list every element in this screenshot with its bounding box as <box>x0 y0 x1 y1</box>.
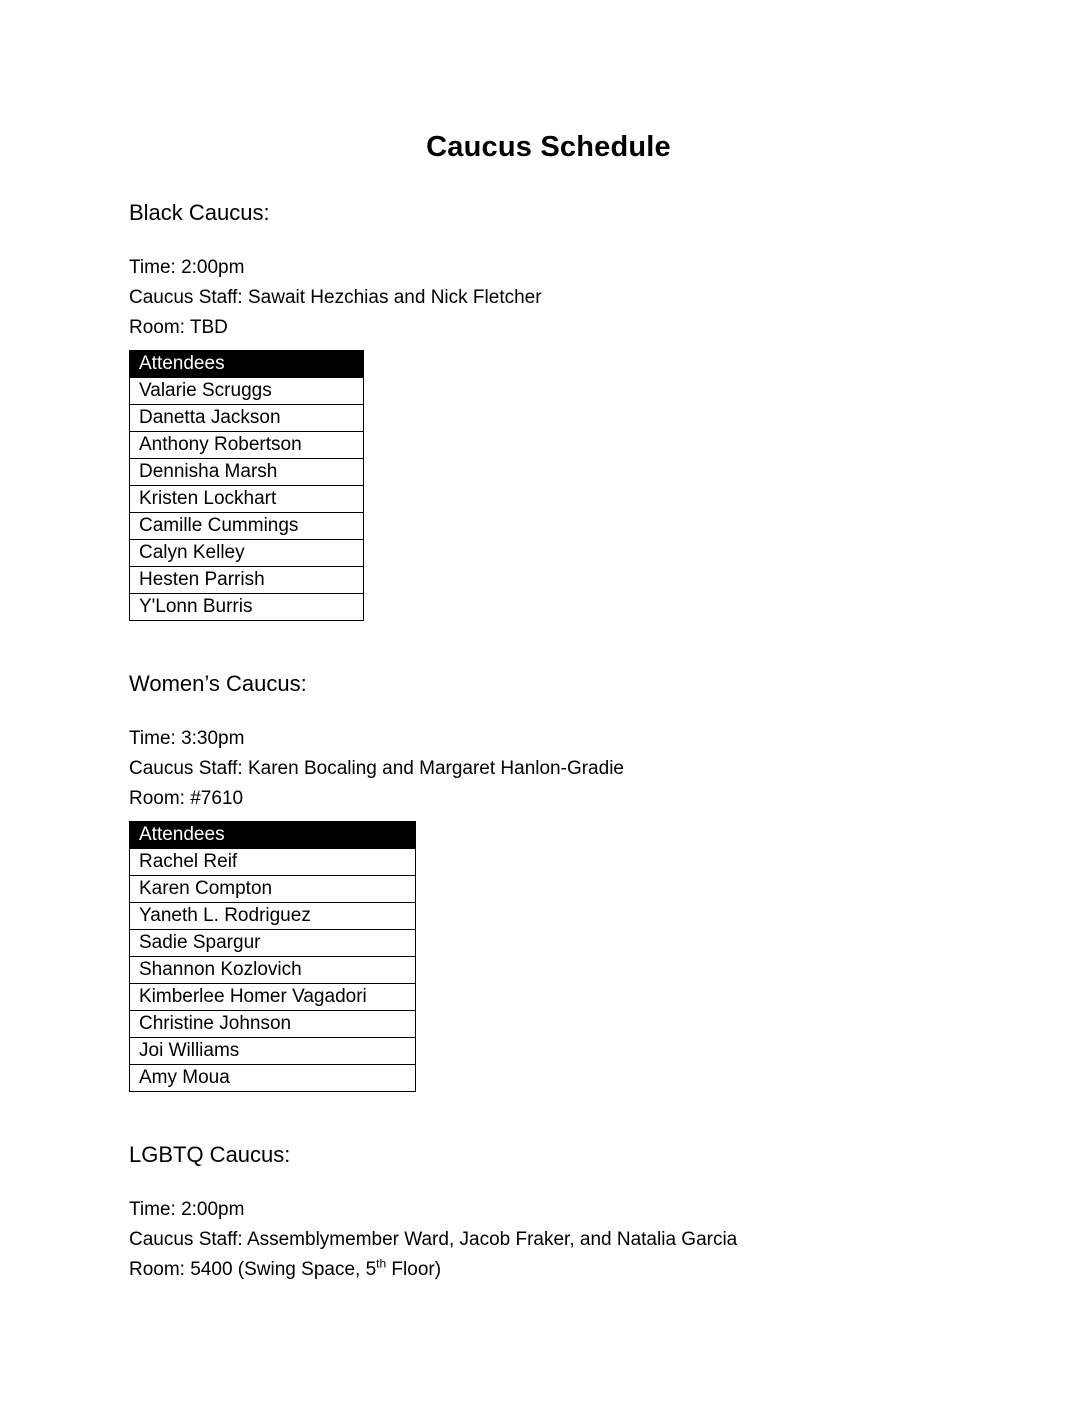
attendee-name-cell: Amy Moua <box>130 1065 416 1092</box>
room-ordinal-superscript: th <box>376 1256 387 1271</box>
table-row <box>130 405 364 432</box>
section-womens-caucus <box>129 671 968 1142</box>
spacer <box>129 1092 968 1142</box>
table-row <box>130 513 364 540</box>
attendee-name-cell: Kimberlee Homer Vagadori <box>130 984 416 1011</box>
section-heading-lgbtq-caucus: LGBTQ Caucus: <box>129 1142 291 1167</box>
staff-line: Caucus Staff: Sawait Hezchias and Nick Fletcher <box>129 287 542 308</box>
attendee-name-cell: Hesten Parrish <box>130 567 364 594</box>
section-lgbtq-caucus <box>129 1142 968 1285</box>
room-line: Room: TBD <box>129 317 228 338</box>
table-row <box>130 903 416 930</box>
table-row <box>130 930 416 957</box>
attendee-name-cell: Sadie Spargur <box>130 930 416 957</box>
table-row <box>130 849 416 876</box>
section-meta <box>129 1195 968 1285</box>
attendee-name-cell: Yaneth L. Rodriguez <box>130 903 416 930</box>
table-row <box>130 1011 416 1038</box>
time-line: Time: 2:00pm <box>129 257 245 278</box>
table-row <box>130 432 364 459</box>
section-heading-womens-caucus: Women’s Caucus: <box>129 671 307 696</box>
attendee-name-cell: Karen Compton <box>130 876 416 903</box>
attendees-body <box>130 849 416 1092</box>
table-row <box>130 378 364 405</box>
room-line: Room: #7610 <box>129 788 244 809</box>
room-text-after: Floor) <box>386 1259 442 1280</box>
table-row <box>130 486 364 513</box>
table-header-row <box>130 822 416 849</box>
attendee-name-cell: Joi Williams <box>130 1038 416 1065</box>
spacer <box>129 621 968 671</box>
table-row <box>130 459 364 486</box>
attendee-name-cell: Anthony Robertson <box>130 432 364 459</box>
attendee-name-cell: Dennisha Marsh <box>130 459 364 486</box>
attendee-name-cell: Camille Cummings <box>130 513 364 540</box>
table-row <box>130 876 416 903</box>
table-header-row <box>130 351 364 378</box>
attendees-table-womens-caucus <box>129 821 416 1092</box>
table-row <box>130 540 364 567</box>
document-title: Caucus Schedule <box>426 131 671 163</box>
attendees-header-cell: Attendees <box>130 822 416 849</box>
table-row <box>130 984 416 1011</box>
attendee-name-cell: Calyn Kelley <box>130 540 364 567</box>
staff-line: Caucus Staff: Assemblymember Ward, Jacob Fraker, and Natalia Garcia <box>129 1229 738 1250</box>
section-meta <box>129 253 968 343</box>
time-line: Time: 2:00pm <box>129 1199 245 1220</box>
attendee-name-cell: Kristen Lockhart <box>130 486 364 513</box>
table-row <box>130 1038 416 1065</box>
attendees-header-cell: Attendees <box>130 351 364 378</box>
attendees-table-black-caucus <box>129 350 364 621</box>
table-row <box>130 594 364 621</box>
attendee-name-cell: Shannon Kozlovich <box>130 957 416 984</box>
section-meta <box>129 724 968 814</box>
attendee-name-cell: Christine Johnson <box>130 1011 416 1038</box>
table-row <box>130 567 364 594</box>
table-row <box>130 957 416 984</box>
section-black-caucus <box>129 200 968 671</box>
attendee-name-cell: Rachel Reif <box>130 849 416 876</box>
staff-line: Caucus Staff: Karen Bocaling and Margaret Hanlon-Gradie <box>129 758 624 779</box>
room-text-before: Room: 5400 (Swing Space, 5 <box>129 1259 377 1280</box>
attendees-body <box>130 378 364 621</box>
section-heading-black-caucus: Black Caucus: <box>129 200 270 225</box>
table-row <box>130 1065 416 1092</box>
attendee-name-cell: Valarie Scruggs <box>130 378 364 405</box>
time-line: Time: 3:30pm <box>129 728 245 749</box>
attendee-name-cell: Y'Lonn Burris <box>130 594 364 621</box>
attendee-name-cell: Danetta Jackson <box>130 405 364 432</box>
room-line <box>129 1255 968 1285</box>
